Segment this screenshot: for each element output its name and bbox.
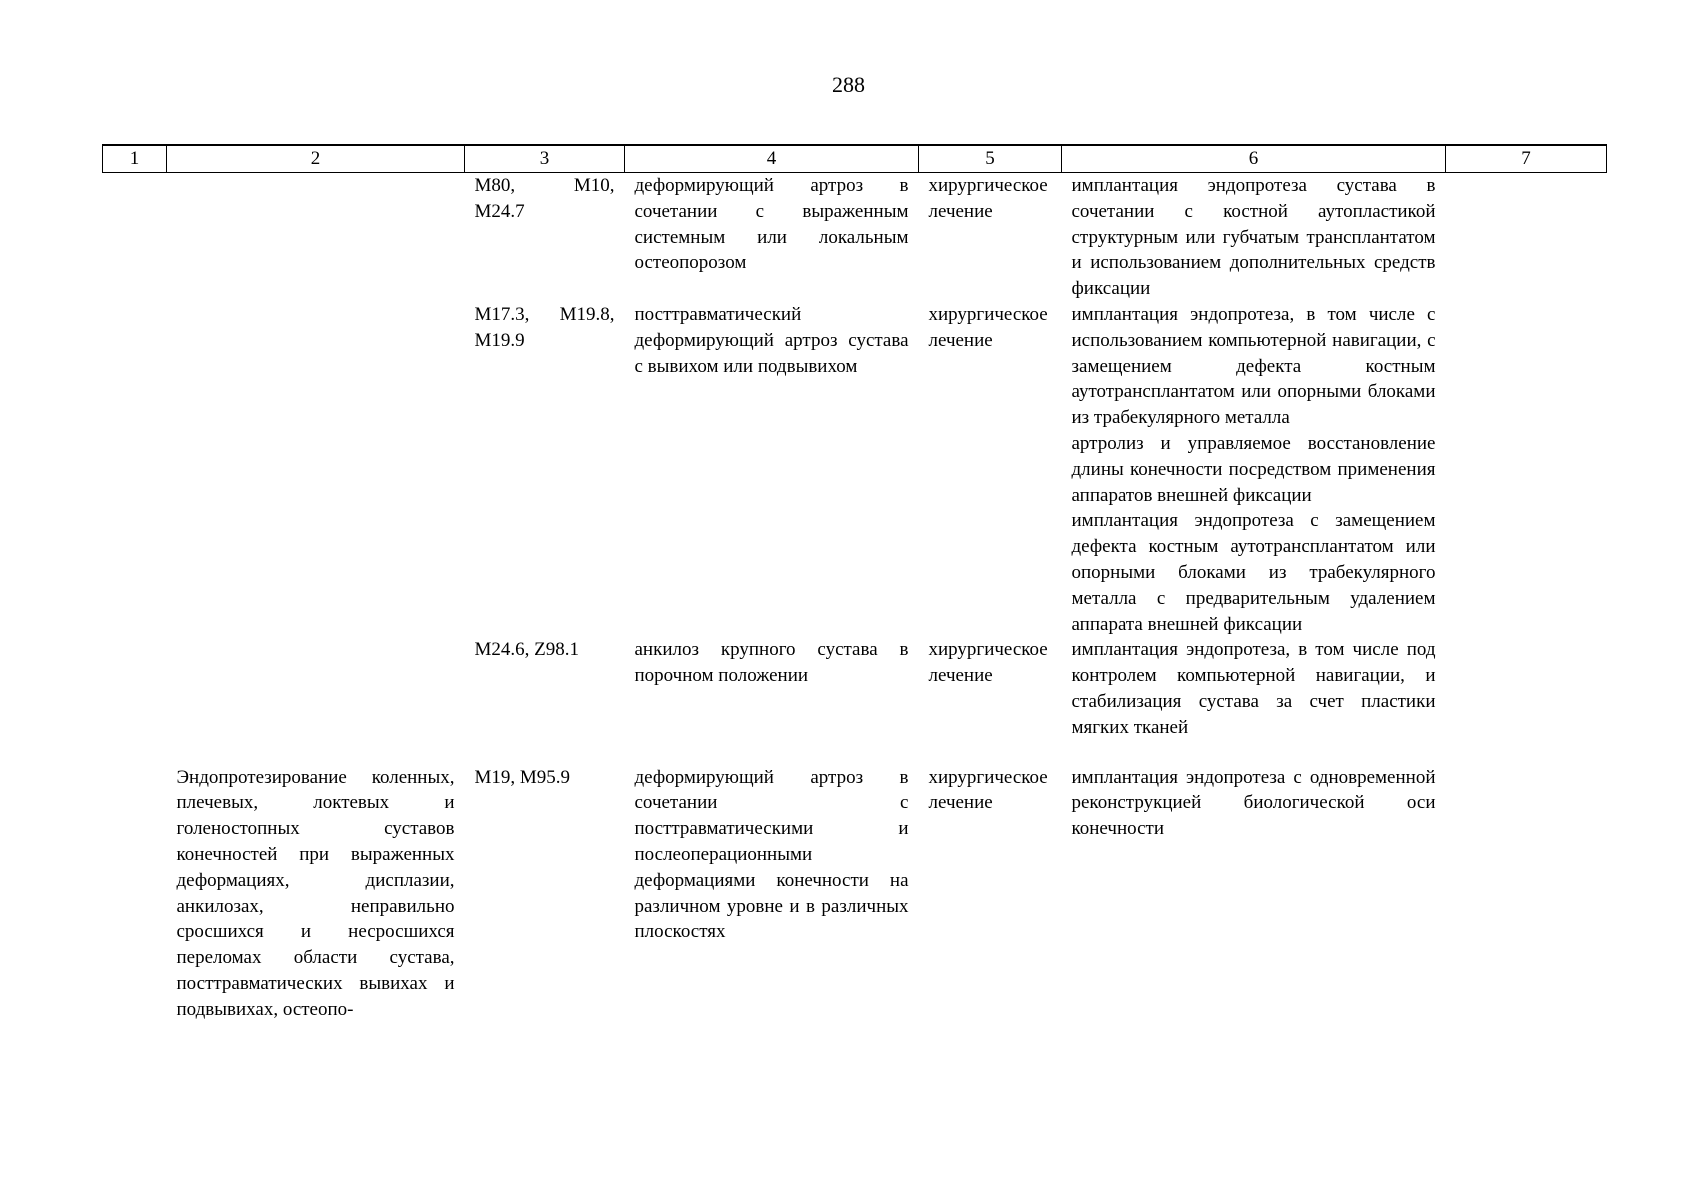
cell-method: [167, 637, 465, 740]
cell-method: [167, 302, 465, 637]
cell-treatment-type: хирургическое лечение: [928, 175, 1048, 222]
treatment-method-text: артролиз и управляемое восстановление длины конечности посредством применения аппаратов внешней фиксации: [1071, 432, 1436, 506]
treatment-method-text: имплантация эндопротеза с одновременной реконструкцией биологической оси конечности: [1071, 766, 1436, 840]
cell-treatment-method: [1062, 637, 1446, 740]
column-header: 2: [167, 145, 465, 173]
cell-cost: [1446, 302, 1607, 637]
treatment-method-text: имплантация эндопротеза, в том числе с использованием компьютерной навигации, с замещением дефекта костным аутотрансплантатом или опорными блоками из трабекулярного металла: [1071, 303, 1436, 429]
treatment-method-text: имплантация эндопротеза с замещением дефекта костным аутотрансплантатом или опорными блоками из трабекулярного металла с предварительным удалением аппарата внешней фиксации: [1071, 510, 1436, 635]
column-header: 7: [1446, 145, 1607, 173]
cell-treatment-type: хирургическое лечение: [928, 766, 1048, 814]
cell-method: Эндопротезирование коленных, плечевых, локтевых и голеностопных суставов конечностей при выраженных деформациях, дисплазии, анкилозах, неправильно сросшихся и несросшихся переломах области сустава, посттравматических вывихах и подвывихах, остеопо-: [176, 766, 455, 1020]
cell-method: [167, 173, 465, 302]
cell-cost: [1446, 173, 1607, 302]
table-row: [103, 173, 1607, 302]
cell-treatment-method: [1062, 173, 1446, 302]
cell-diagnosis: посттравматический деформирующий артроз сустава с вывихом или подвывихом: [634, 303, 909, 377]
cell-cost: [1446, 765, 1607, 1023]
cell-icd-codes: M80, M10, M24.7: [474, 175, 615, 222]
cell-number: [103, 173, 167, 302]
cell-icd-codes: M17.3, M19.8, M19.9: [474, 303, 615, 351]
cell-cost: [1446, 637, 1607, 740]
cell-number: [103, 302, 167, 637]
treatment-method-text: имплантация эндопротеза, в том числе под контролем компьютерной навигации, и стабилизация сустава за счет пластики мягких тканей: [1071, 639, 1436, 738]
cell-diagnosis: анкилоз крупного сустава в порочном положении: [634, 639, 909, 687]
cell-number: [103, 765, 167, 1023]
column-header: 4: [625, 145, 919, 173]
column-header: 5: [919, 145, 1062, 173]
procedures-table: [102, 144, 1607, 1023]
cell-treatment-method: [1062, 302, 1446, 637]
column-header: 3: [465, 145, 625, 173]
column-header: 6: [1062, 145, 1446, 173]
cell-number: [103, 637, 167, 740]
cell-treatment-type: хирургическое лечение: [928, 303, 1048, 351]
cell-icd-codes: M19, M95.9: [474, 766, 571, 788]
page-number: 288: [832, 72, 865, 97]
column-header: 1: [103, 145, 167, 173]
row-spacer: [103, 741, 1607, 765]
cell-diagnosis: деформирующий артроз в сочетании с посттравматическими и послеоперационными деформациями конечности на различном уровне и в различных плоскостях: [634, 766, 909, 943]
table-row: [103, 637, 1607, 740]
treatment-method-text: имплантация эндопротеза сустава в сочетании с костной аутопластикой структурным или губчатым трансплантатом и использованием дополнительных средств фиксации: [1071, 175, 1436, 300]
table-row: [103, 765, 1607, 1023]
cell-icd-codes: M24.6, Z98.1: [474, 639, 579, 661]
cell-treatment-method: [1062, 765, 1446, 1023]
cell-treatment-type: хирургическое лечение: [928, 639, 1048, 687]
header-row: [103, 145, 1607, 173]
cell-diagnosis: деформирующий артроз в сочетании с выраженным системным или локальным остеопорозом: [634, 175, 909, 274]
table-row: [103, 302, 1607, 637]
